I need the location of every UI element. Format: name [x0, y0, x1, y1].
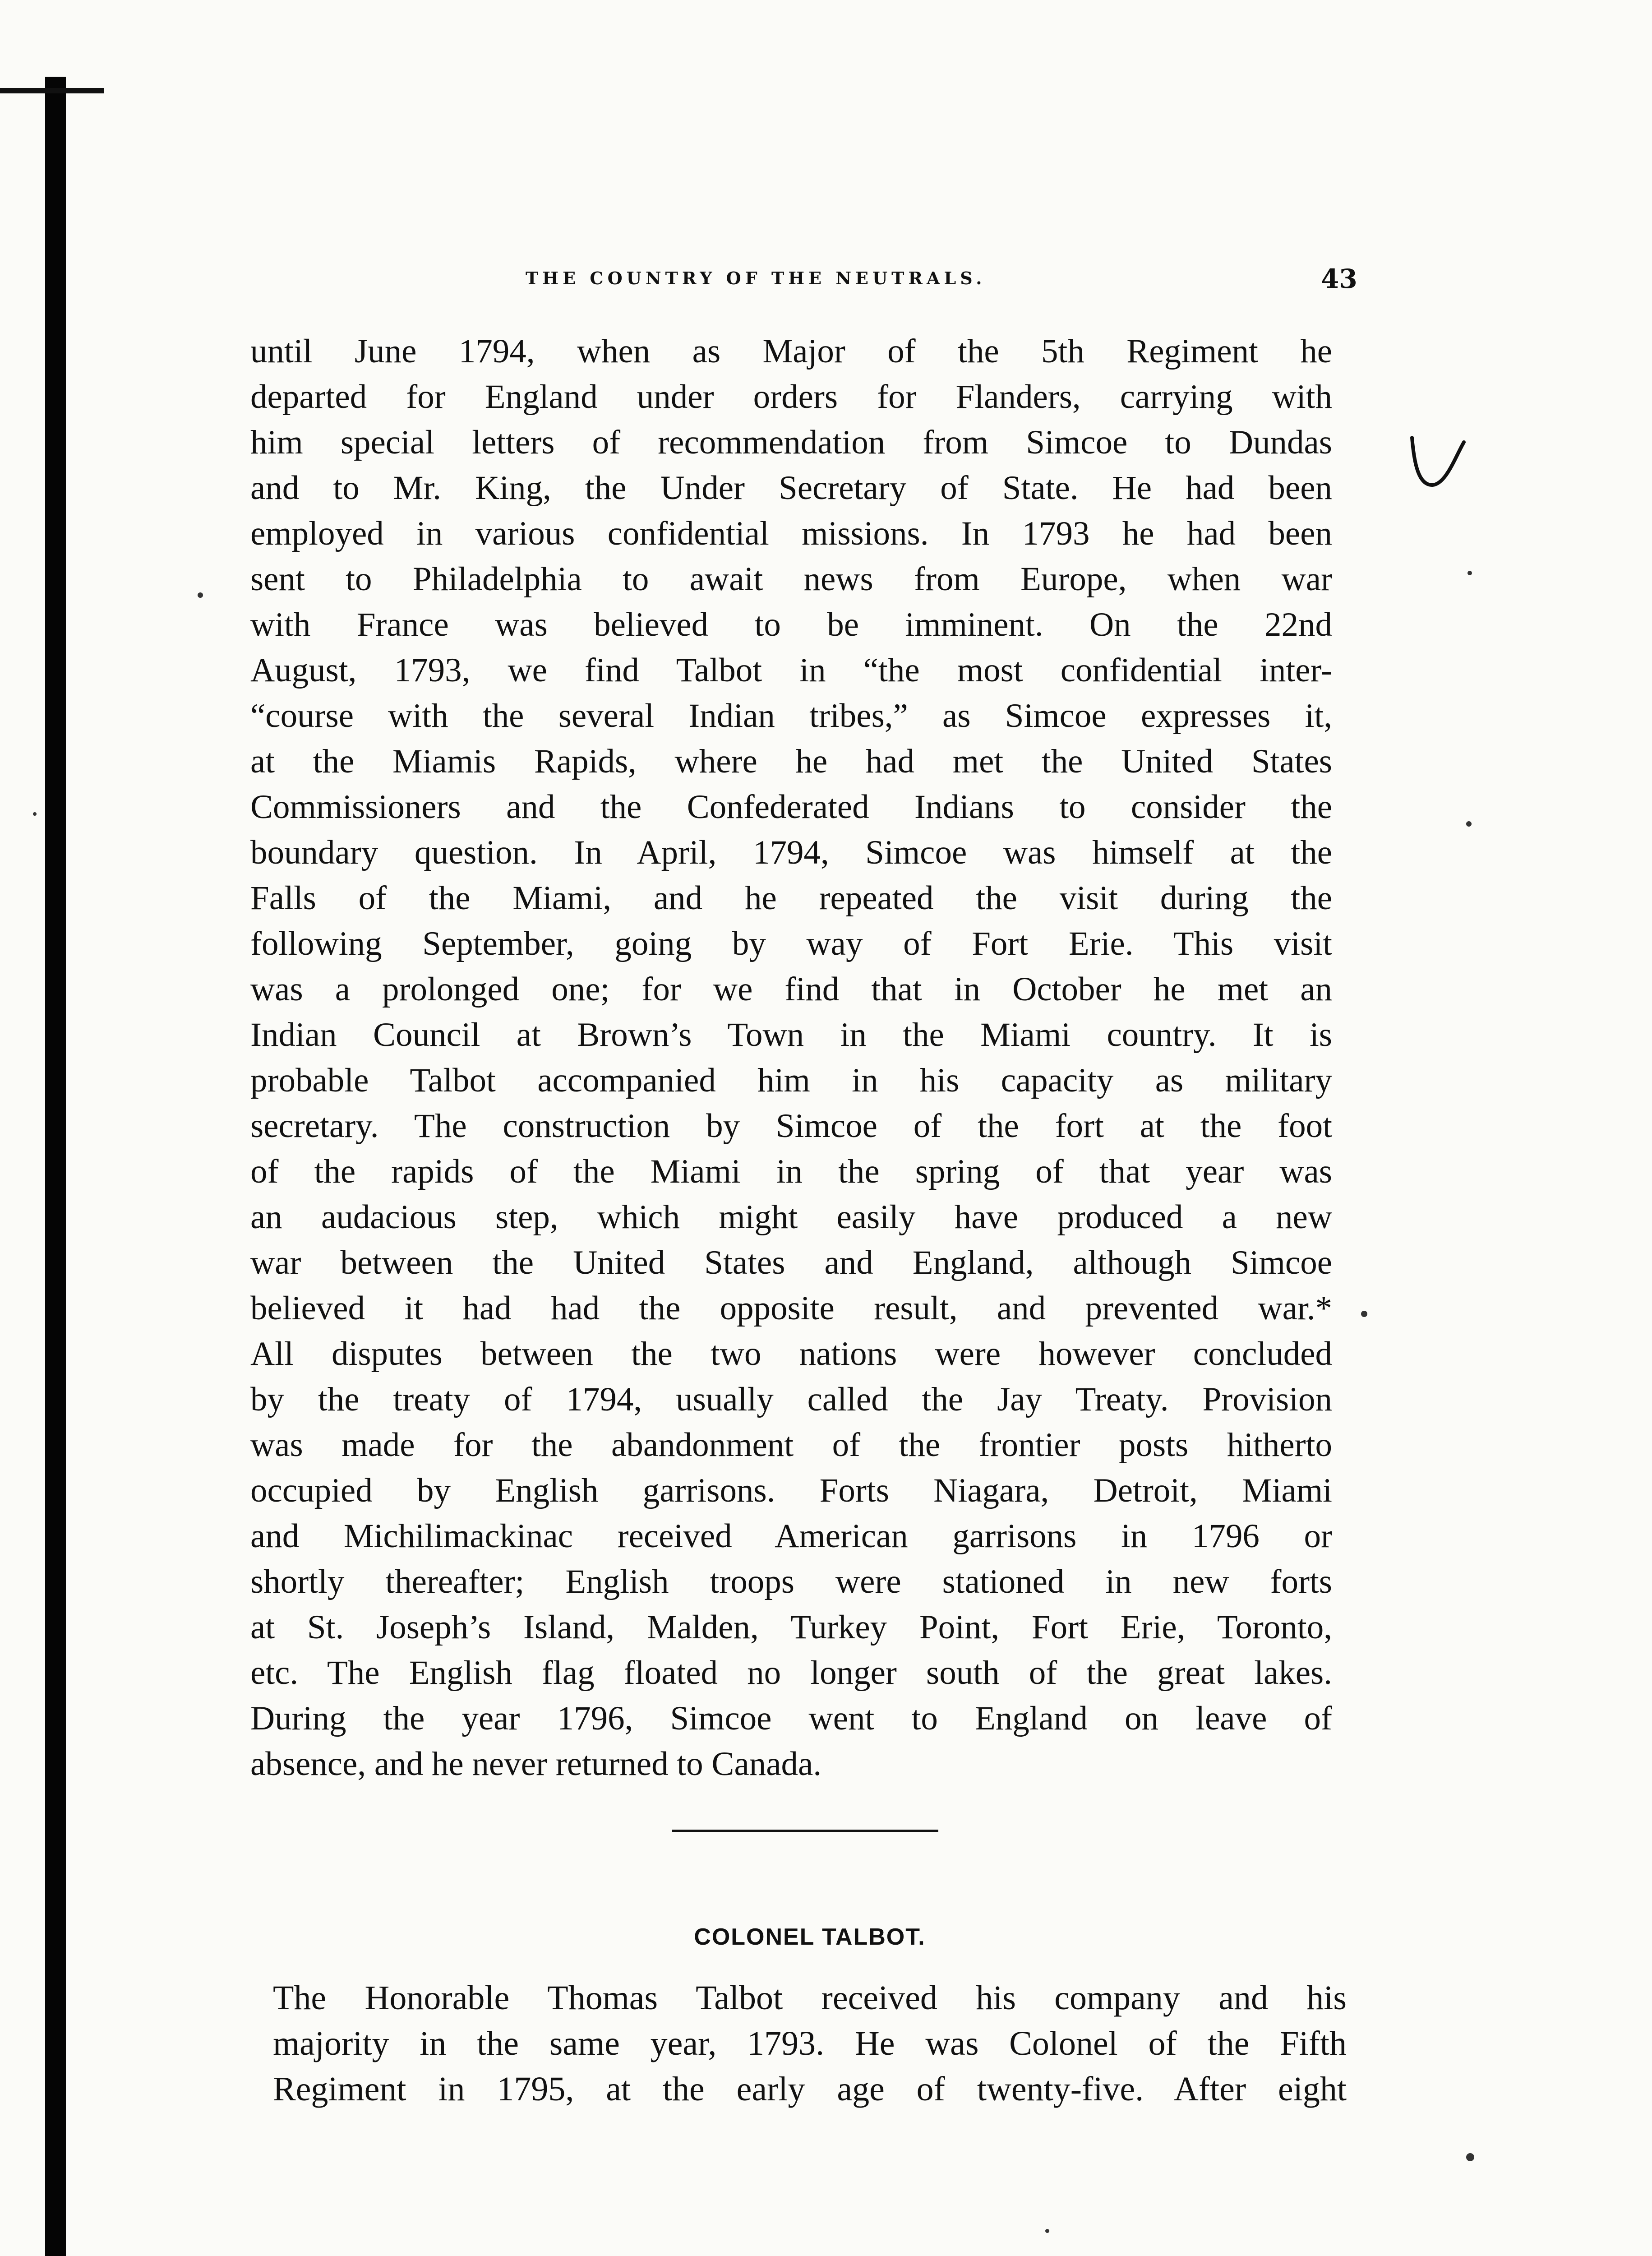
- body-line: Indian Council at Brown’s Town in the Miami country. It is: [250, 1016, 1332, 1054]
- page-number: 43: [1321, 264, 1357, 294]
- running-title: THE COUNTRY OF THE NEUTRALS.: [526, 268, 986, 288]
- body-line: by the treaty of 1794, usually called the Jay Treaty. Provision: [250, 1381, 1332, 1418]
- body-line: was a prolonged one; for we find that in October he met an: [250, 971, 1332, 1008]
- body-line: of the rapids of the Miami in the spring of that year was: [250, 1153, 1332, 1190]
- margin-mark: [1466, 821, 1472, 827]
- book-binding-shadow: [45, 77, 66, 2256]
- body-line: sent to Philadelphia to await news from Europe, when war: [250, 560, 1332, 598]
- scan-speck: [1045, 2229, 1049, 2233]
- body-line: an audacious step, which might easily have produced a new: [250, 1198, 1332, 1236]
- margin-mark: [198, 592, 203, 598]
- body-line: believed it had had the opposite result, and prevented war.*: [250, 1290, 1332, 1327]
- body-line: and Michilimackinac received American garrisons in 1796 or: [250, 1517, 1332, 1555]
- body-line: August, 1793, we find Talbot in “the most confidential inter-: [250, 652, 1332, 689]
- body-line: probable Talbot accompanied him in his capacity as military: [250, 1062, 1332, 1099]
- body-line: him special letters of recommendation from Simcoe to Dundas: [250, 424, 1332, 461]
- body-line: at the Miamis Rapids, where he had met the United States: [250, 743, 1332, 780]
- scan-speck: [33, 812, 37, 816]
- margin-mark: [1467, 571, 1472, 575]
- section-divider: [672, 1830, 938, 1832]
- body-line: employed in various confidential missions. In 1793 he had been: [250, 515, 1332, 552]
- body-line: All disputes between the two nations were however concluded: [250, 1335, 1332, 1373]
- body-line: war between the United States and England, although Simcoe: [250, 1244, 1332, 1281]
- body-line: secretary. The construction by Simcoe of the fort at the foot: [250, 1107, 1332, 1145]
- body-line: etc. The English flag floated no longer south of the great lakes.: [250, 1654, 1332, 1692]
- body-line: until June 1794, when as Major of the 5th Regiment he: [250, 333, 1332, 370]
- body-line: absence, and he never returned to Canada.: [250, 1745, 822, 1783]
- body-line: “course with the several Indian tribes,” as Simcoe expresses it,: [250, 697, 1332, 735]
- body-line: occupied by English garrisons. Forts Niagara, Detroit, Miami: [250, 1472, 1332, 1509]
- footnote-mark-spot: [1361, 1311, 1367, 1317]
- section-body-line: majority in the same year, 1793. He was Colonel of the Fifth: [273, 2025, 1347, 2062]
- body-line: with France was believed to be imminent. On the 22nd: [250, 606, 1332, 643]
- section-body-line: Regiment in 1795, at the early age of twenty-five. After eight: [273, 2070, 1347, 2108]
- body-line: shortly thereafter; English troops were stationed in new forts: [250, 1563, 1332, 1600]
- body-line: following September, going by way of Fort Erie. This visit: [250, 925, 1332, 962]
- body-line: Commissioners and the Confederated Indians to consider the: [250, 788, 1332, 826]
- section-heading: COLONEL TALBOT.: [694, 1924, 926, 1950]
- body-line: and to Mr. King, the Under Secretary of State. He had been: [250, 469, 1332, 507]
- body-line: was made for the abandonment of the frontier posts hitherto: [250, 1426, 1332, 1464]
- margin-mark: [1466, 2153, 1474, 2161]
- body-line: boundary question. In April, 1794, Simcoe was himself at the: [250, 834, 1332, 871]
- body-line: Falls of the Miami, and he repeated the visit during the: [250, 879, 1332, 917]
- body-line: departed for England under orders for Flanders, carrying with: [250, 378, 1332, 416]
- section-body-line: The Honorable Thomas Talbot received his company and his: [273, 1979, 1347, 2017]
- body-line: at St. Joseph’s Island, Malden, Turkey Point, Fort Erie, Toronto,: [250, 1609, 1332, 1646]
- handwritten-check-mark: [1403, 426, 1468, 494]
- body-line: During the year 1796, Simcoe went to England on leave of: [250, 1700, 1332, 1737]
- top-binding-edge: [0, 88, 104, 93]
